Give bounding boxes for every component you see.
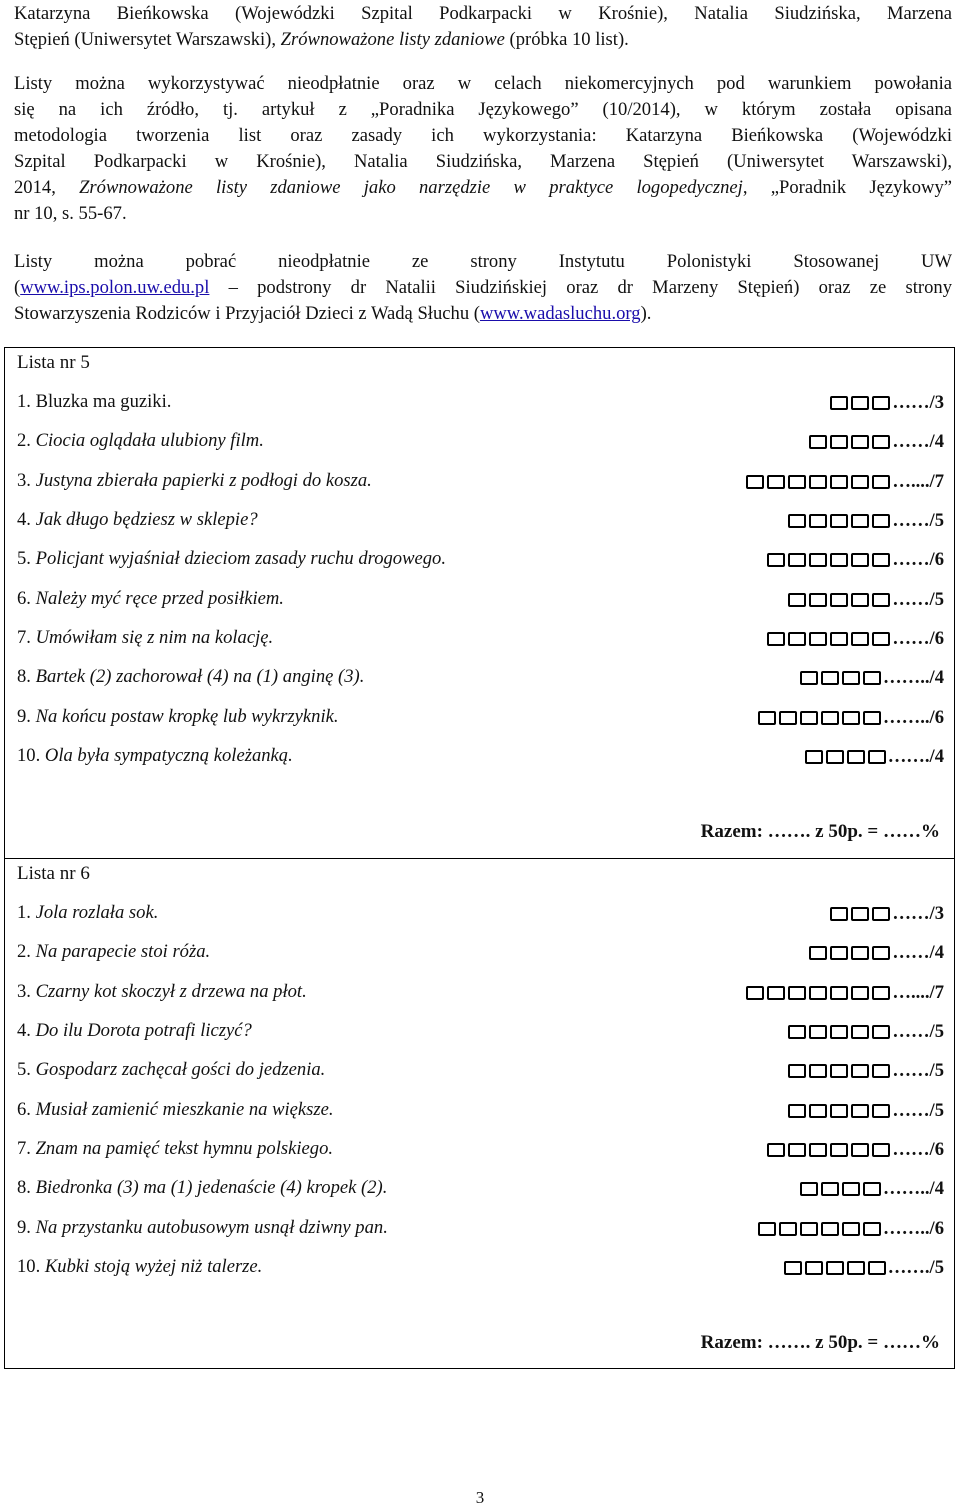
score-cell [788,589,944,611]
word-checkbox[interactable] [830,946,848,960]
list-item: 2. Ciocia oglądała ulubiony film. [17,430,264,451]
score-text: ……/6 [892,628,944,649]
word-checkbox[interactable] [788,475,806,489]
p3-line-3: Stowarzyszenia Rodziców i Przyjaciół Dzieci z Wadą Słuchu (www.wadasluchu.org). [14,303,652,324]
list-title: Lista nr 5 [17,352,90,373]
word-checkbox[interactable] [826,750,844,764]
word-checkbox[interactable] [851,514,869,528]
word-checkbox[interactable] [830,907,848,921]
score-text: ……/5 [892,589,944,610]
word-checkbox[interactable] [809,514,827,528]
list-item: 10. Kubki stoją wyżej niż talerze. [17,1256,263,1277]
score-text: …..../7 [892,982,944,1003]
word-checkbox[interactable] [872,435,890,449]
word-checkbox[interactable] [830,1025,848,1039]
word-checkbox[interactable] [868,1261,886,1275]
score-cell [784,1257,944,1279]
score-cell [767,628,944,650]
word-checkbox[interactable] [830,632,848,646]
p2-line-5: 2014, Zrównoważone listy zdaniowe jako narzędzie w praktyce logopedycznej, „Poradnik Językowy” [14,177,952,198]
word-checkbox[interactable] [779,711,797,725]
list-title: Lista nr 6 [17,863,90,884]
word-checkbox[interactable] [851,435,869,449]
word-checkbox[interactable] [830,553,848,567]
word-checkbox[interactable] [830,1064,848,1078]
word-checkbox[interactable] [821,711,839,725]
word-checkbox[interactable] [863,671,881,685]
word-checkbox[interactable] [809,986,827,1000]
word-checkbox[interactable] [809,435,827,449]
score-text: ……../4 [883,1178,944,1199]
list-item: 4. Do ilu Dorota potrafi liczyć? [17,1020,252,1041]
word-checkbox[interactable] [809,1143,827,1157]
intro-paragraph-1 [14,1,952,53]
word-checkbox[interactable] [863,711,881,725]
word-checkbox[interactable] [842,1182,860,1196]
list-item: 1. Jola rozlała sok. [17,902,159,923]
word-checkbox[interactable] [800,1182,818,1196]
word-checkbox[interactable] [800,711,818,725]
score-text: ……/5 [892,1100,944,1121]
word-checkbox[interactable] [788,1025,806,1039]
word-checkbox[interactable] [872,396,890,410]
total-score: Razem: ……. z 50p. = ……% [700,821,940,842]
word-checkbox[interactable] [830,986,848,1000]
word-checkbox[interactable] [809,632,827,646]
score-cell [746,471,944,493]
word-checkbox[interactable] [758,711,776,725]
word-checkbox[interactable] [872,593,890,607]
word-checkbox[interactable] [800,1222,818,1236]
score-text: ……./5 [887,1257,944,1278]
word-checkbox[interactable] [872,1104,890,1118]
score-cell [758,707,944,729]
score-cell [788,510,944,532]
word-checkbox[interactable] [851,1104,869,1118]
score-text: ……/6 [892,1139,944,1160]
word-checkbox[interactable] [830,514,848,528]
score-text: …..../7 [892,471,944,492]
word-checkbox[interactable] [809,553,827,567]
list-item: 8. Bartek (2) zachorował (4) na (1) anginę (3). [17,666,365,687]
total-score: Razem: ……. z 50p. = ……% [700,1332,940,1353]
list-item: 9. Na przystanku autobusowym usnął dziwny pan. [17,1217,388,1238]
score-text: ……/5 [892,1060,944,1081]
list-item: 5. Policjant wyjaśniał dzieciom zasady ruchu drogowego. [17,548,446,569]
score-cell [758,1218,944,1240]
word-checkbox[interactable] [872,1064,890,1078]
word-checkbox[interactable] [784,1261,802,1275]
word-checkbox[interactable] [809,1104,827,1118]
word-checkbox[interactable] [788,514,806,528]
word-checkbox[interactable] [805,750,823,764]
score-text: ……../6 [883,707,944,728]
score-cell [788,1060,944,1082]
word-checkbox[interactable] [826,1261,844,1275]
word-checkbox[interactable] [809,475,827,489]
word-checkbox[interactable] [872,475,890,489]
score-text: ……/3 [892,903,944,924]
word-checkbox[interactable] [851,907,869,921]
word-checkbox[interactable] [779,1222,797,1236]
p2-line-2: się na ich źródło, tj. artykuł z „Poradnika Językowego” (10/2014), w którym została opisana [14,99,952,120]
word-checkbox[interactable] [863,1222,881,1236]
word-checkbox[interactable] [830,1143,848,1157]
word-checkbox[interactable] [851,475,869,489]
ips-link[interactable]: www.ips.polon.uw.edu.pl [20,277,210,298]
word-checkbox[interactable] [872,1025,890,1039]
word-checkbox[interactable] [872,632,890,646]
word-checkbox[interactable] [851,1025,869,1039]
word-checkbox[interactable] [809,1025,827,1039]
word-checkbox[interactable] [809,593,827,607]
p2-line-3: metodologia tworzenia list oraz zasady ich wykorzystania: Katarzyna Bieńkowska (Wojewódzki [14,125,952,146]
word-checkbox[interactable] [851,1064,869,1078]
word-checkbox[interactable] [830,396,848,410]
word-checkbox[interactable] [851,632,869,646]
word-checkbox[interactable] [842,711,860,725]
word-checkbox[interactable] [842,671,860,685]
word-checkbox[interactable] [746,475,764,489]
list-item: 1. Bluzka ma guziki. [17,391,172,412]
word-checkbox[interactable] [809,946,827,960]
score-cell [800,667,944,689]
score-cell [746,982,944,1004]
score-cell [809,431,944,453]
score-text: ……./4 [887,746,944,767]
word-checkbox[interactable] [788,553,806,567]
word-checkbox[interactable] [821,1182,839,1196]
score-cell [830,903,944,925]
p2-line-6: nr 10, s. 55-67. [14,203,127,224]
score-cell [809,942,944,964]
word-checkbox[interactable] [851,946,869,960]
score-text: ……/6 [892,549,944,570]
list-item: 2. Na parapecie stoi róża. [17,941,211,962]
word-checkbox[interactable] [847,1261,865,1275]
word-checkbox[interactable] [851,593,869,607]
p2-line-1: Listy można wykorzystywać nieodpłatnie oraz w celach niekomercyjnych pod warunkiem powołania [14,73,952,94]
list-item: 7. Umówiłam się z nim na kolację. [17,627,274,648]
page-number: 3 [475,1488,485,1507]
p1-line-1: Katarzyna Bieńkowska (Wojewódzki Szpital Podkarpacki w Krośnie), Natalia Siudzińska, Marzena [14,3,952,24]
p3-line-2: (www.ips.polon.uw.edu.pl – podstrony dr Natalii Siudzińskiej oraz dr Marzeny Stępień) oraz ze strony [14,277,952,298]
word-checkbox[interactable] [767,1143,785,1157]
score-cell [805,746,944,768]
word-checkbox[interactable] [851,1143,869,1157]
word-checkbox[interactable] [767,475,785,489]
word-checkbox[interactable] [851,986,869,1000]
score-text: ……/4 [892,431,944,452]
word-checkbox[interactable] [788,1064,806,1078]
word-checkbox[interactable] [800,671,818,685]
wadasluchu-link[interactable]: www.wadasluchu.org [479,303,641,324]
score-cell [767,1139,944,1161]
word-checkbox[interactable] [872,946,890,960]
list-item: 7. Znam na pamięć tekst hymnu polskiego. [17,1138,334,1159]
word-checkbox[interactable] [851,553,869,567]
score-cell [767,549,944,571]
p3-line-1: Listy można pobrać nieodpłatnie ze strony Instytutu Polonistyki Stosowanej UW [14,251,952,272]
word-checkbox[interactable] [767,632,785,646]
word-checkbox[interactable] [872,907,890,921]
word-checkbox[interactable] [821,1222,839,1236]
word-checkbox[interactable] [830,435,848,449]
word-checkbox[interactable] [788,1143,806,1157]
list-item: 4. Jak długo będziesz w sklepie? [17,509,258,530]
word-checkbox[interactable] [767,986,785,1000]
word-checkbox[interactable] [842,1222,860,1236]
list-item: 10. Ola była sympatyczną koleżanką. [17,745,293,766]
score-cell [800,1178,944,1200]
word-checkbox[interactable] [851,396,869,410]
word-checkbox[interactable] [830,593,848,607]
list-item: 9. Na końcu postaw kropkę lub wykrzyknik. [17,706,339,727]
list-item: 3. Justyna zbierała papierki z podłogi do kosza. [17,470,372,491]
list-item: 6. Musiał zamienić mieszkanie na większe. [17,1099,334,1120]
score-text: ……/5 [892,510,944,531]
word-checkbox[interactable] [788,1104,806,1118]
intro-paragraph-3 [14,249,952,327]
intro-paragraph-2 [14,71,952,227]
list-item: 5. Gospodarz zachęcał gości do jedzenia. [17,1059,326,1080]
score-cell [788,1021,944,1043]
score-cell [830,392,944,414]
score-text: ……/4 [892,942,944,963]
list-6-box [4,858,955,1369]
word-checkbox[interactable] [805,1261,823,1275]
word-checkbox[interactable] [830,1104,848,1118]
word-checkbox[interactable] [872,986,890,1000]
score-text: ……../6 [883,1218,944,1239]
word-checkbox[interactable] [847,750,865,764]
word-checkbox[interactable] [872,553,890,567]
word-checkbox[interactable] [830,475,848,489]
word-checkbox[interactable] [788,593,806,607]
word-checkbox[interactable] [868,750,886,764]
word-checkbox[interactable] [788,632,806,646]
word-checkbox[interactable] [872,514,890,528]
score-text: ……/3 [892,392,944,413]
score-cell [788,1100,944,1122]
word-checkbox[interactable] [821,671,839,685]
p1-line-2: Stępień (Uniwersytet Warszawski), Zrównoważone listy zdaniowe (próbka 10 list). [14,29,629,50]
word-checkbox[interactable] [767,553,785,567]
list-item: 6. Należy myć ręce przed posiłkiem. [17,588,284,609]
word-checkbox[interactable] [758,1222,776,1236]
word-checkbox[interactable] [746,986,764,1000]
list-item: 8. Biedronka (3) ma (1) jedenaście (4) kropek (2). [17,1177,388,1198]
score-text: ……../4 [883,667,944,688]
list-5-box [4,347,955,858]
list-item: 3. Czarny kot skoczył z drzewa na płot. [17,981,307,1002]
score-text: ……/5 [892,1021,944,1042]
word-checkbox[interactable] [863,1182,881,1196]
word-checkbox[interactable] [788,986,806,1000]
word-checkbox[interactable] [809,1064,827,1078]
p2-line-4: Szpital Podkarpacki w Krośnie), Natalia Siudzińska, Marzena Stępień (Uniwersytet Warszawski), [14,151,952,172]
word-checkbox[interactable] [872,1143,890,1157]
